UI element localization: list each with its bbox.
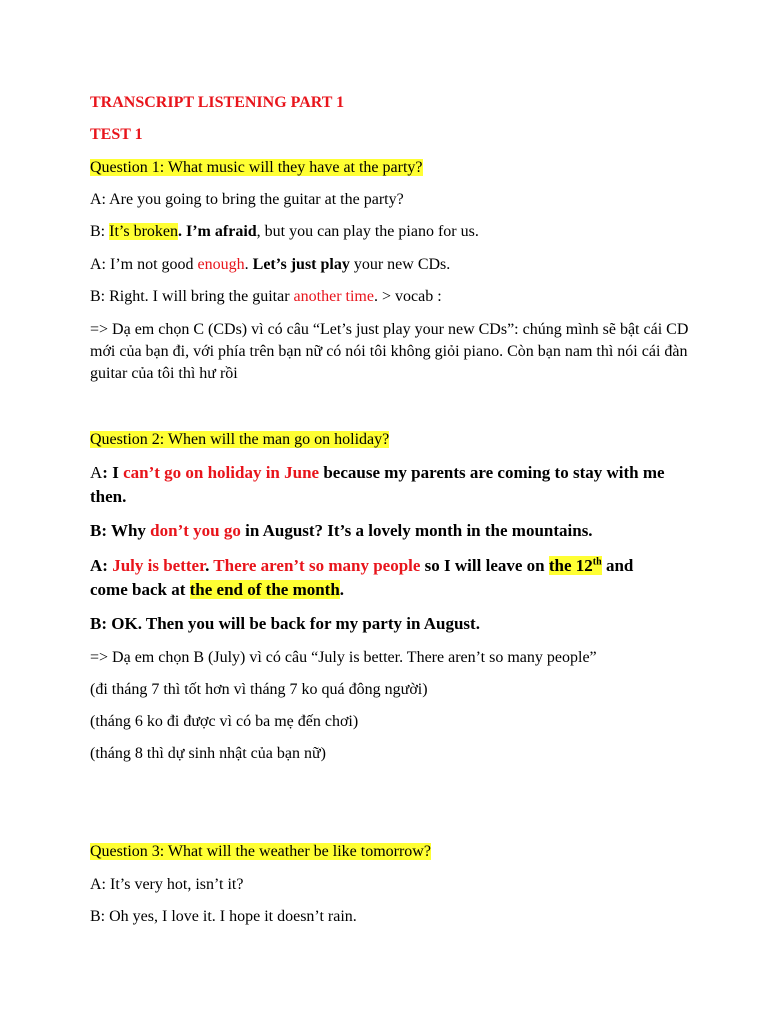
q2-line-3-mid: so I will leave on xyxy=(420,556,549,575)
q1-line-3-sep: . xyxy=(244,256,253,273)
q2-line-4: B: OK. Then you will be back for my party in August. xyxy=(90,614,480,633)
q3-line-2: B: Oh yes, I love it. I hope it doesn’t rain. xyxy=(90,908,357,925)
q3-line-1: A: It’s very hot, isn’t it? xyxy=(90,876,244,893)
q1-line-3-bold: Let’s just play xyxy=(252,256,350,273)
q2-line-3-dot: . xyxy=(205,556,214,575)
q2-line-3-date: the 12 xyxy=(548,556,593,575)
q1-line-3-prefix: A: I’m not good xyxy=(90,256,198,273)
q2-line-1-red: can’t go on holiday in June xyxy=(123,463,320,482)
q1-line-2-rest: , but you can play the piano for us. xyxy=(256,223,479,240)
q3-question-text: Question 3: What will the weather be like tomorrow? xyxy=(90,843,431,860)
q2-line-3-superscript: th xyxy=(592,556,602,568)
q2-explanation-2: (đi tháng 7 thì tốt hơn vì tháng 7 ko quá đông người) xyxy=(90,681,428,698)
q1-line-3-red: enough xyxy=(197,256,245,273)
q2-line-2 xyxy=(90,519,680,543)
q2-line-3-end: . xyxy=(339,580,345,599)
q2-line-1 xyxy=(90,461,680,509)
q1-line-1: A: Are you going to bring the guitar at the party? xyxy=(90,191,404,208)
q2-line-3 xyxy=(90,554,670,602)
q2-question-text: Question 2: When will the man go on holiday? xyxy=(90,431,390,448)
q2-line-3-and: and come back at xyxy=(90,556,634,599)
q3-question xyxy=(90,841,680,863)
q2-line-1-rest: because my parents are coming to stay with me then. xyxy=(90,463,665,506)
q2-line-2-red: don’t you go xyxy=(150,521,241,540)
q1-line-2-highlight: It’s broken xyxy=(109,223,178,240)
q1-line-2-speaker: B: xyxy=(90,223,110,240)
q1-line-4-red: another time xyxy=(293,288,374,305)
document-title: TRANSCRIPT LISTENING PART 1 xyxy=(90,94,345,111)
q1-question-text: Question 1: What music will they have at the party? xyxy=(90,159,423,176)
q2-question xyxy=(90,429,680,451)
q2-explanation-4: (tháng 8 thì dự sinh nhật của bạn nữ) xyxy=(90,745,326,762)
q1-line-2 xyxy=(90,221,680,243)
q2-explanation-3: (tháng 6 ko đi được vì có ba mẹ đến chơi) xyxy=(90,713,359,730)
q1-line-3 xyxy=(90,254,680,276)
q1-line-4-rest: . > vocab : xyxy=(373,288,442,305)
q2-line-1-lead: : I xyxy=(102,463,124,482)
q1-line-3-rest: your new CDs. xyxy=(349,256,451,273)
q1-explanation: => Dạ em chọn C (CDs) vì có câu “Let’s just play your new CDs”: chúng mình sẽ bật cái CD mới của bạn đi, với phía trên bạn nữ có nói tôi không giỏi piano. Còn bạn nam thì nói cái đàn guitar của tôi thì hư rồi xyxy=(90,321,689,382)
q1-question xyxy=(90,157,680,179)
q2-line-3-highlight-1 xyxy=(549,556,602,575)
q2-line-1-speaker: A xyxy=(90,463,103,482)
q1-line-2-bold: . I’m afraid xyxy=(178,223,257,240)
q2-line-3-red-1: July is better xyxy=(112,556,206,575)
q2-line-3-prefix: A: xyxy=(90,556,113,575)
q1-line-4 xyxy=(90,286,680,308)
q2-line-2-prefix: B: Why xyxy=(90,521,151,540)
q2-explanation-1: => Dạ em chọn B (July) vì có câu “July is better. There aren’t so many people” xyxy=(90,649,597,666)
q2-line-2-rest: in August? It’s a lovely month in the mountains. xyxy=(240,521,593,540)
test-heading: TEST 1 xyxy=(90,126,143,143)
q2-line-3-highlight-2: the end of the month xyxy=(189,580,340,599)
q1-line-4-prefix: B: Right. I will bring the guitar xyxy=(90,288,294,305)
q2-line-3-red-2: There aren’t so many people xyxy=(213,556,421,575)
